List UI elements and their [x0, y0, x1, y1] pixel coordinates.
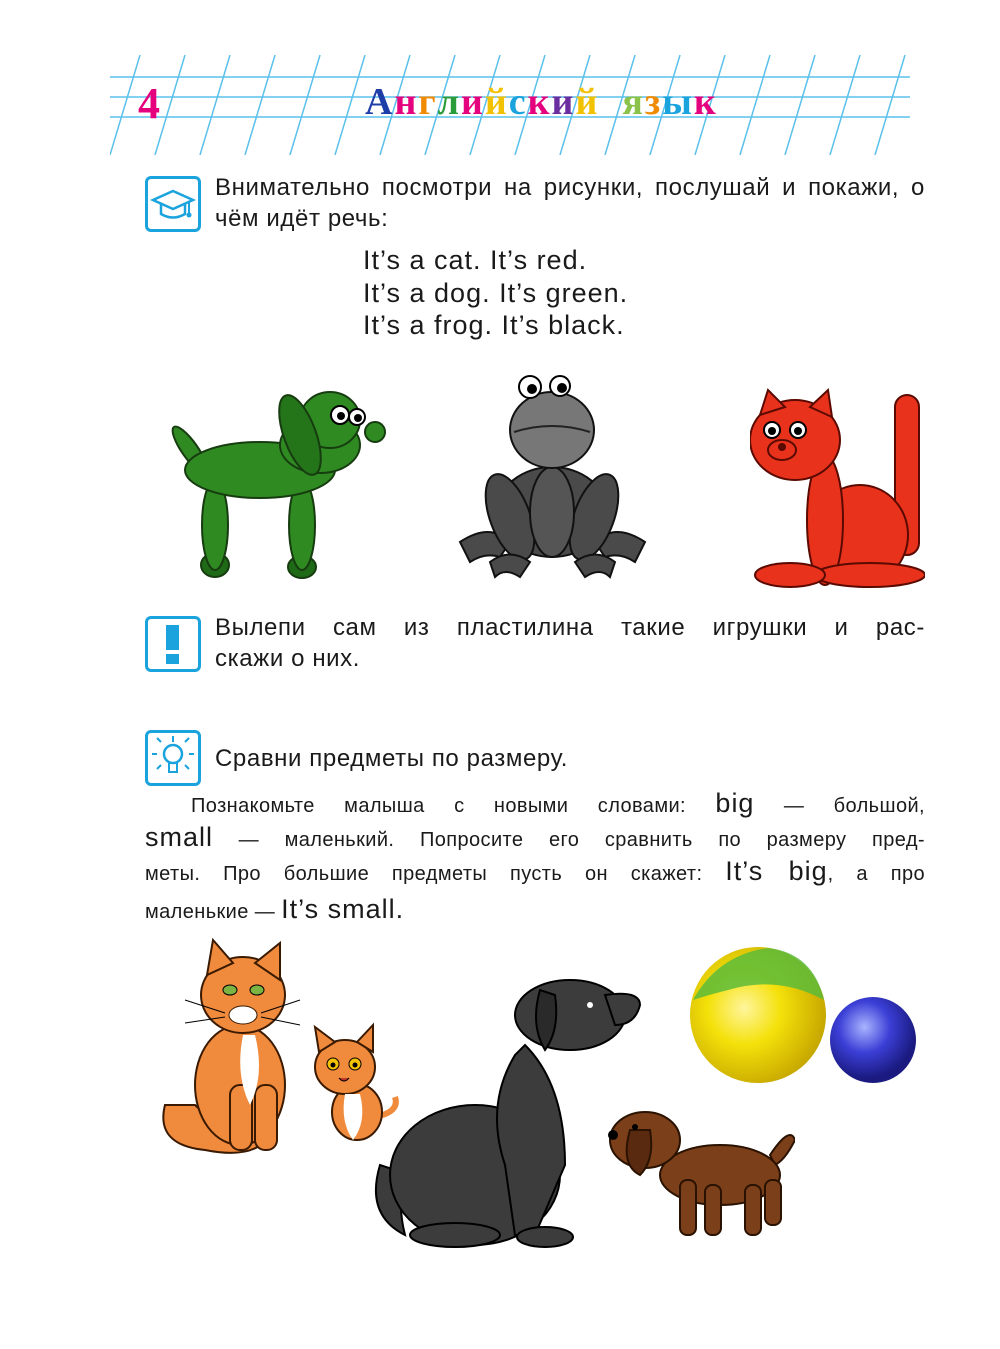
big-black-dog: [365, 965, 645, 1250]
green-plasticine-dog: [170, 375, 390, 585]
title-letter: й: [575, 81, 600, 123]
title-letter: л: [437, 81, 461, 123]
title-letter: я: [622, 81, 645, 123]
note-text: , а про: [827, 863, 926, 885]
phrase-its-small: It’s small.: [281, 894, 405, 924]
title-letter: к: [693, 81, 718, 123]
word-big: big: [715, 788, 755, 818]
page-title: [365, 80, 718, 124]
task3-instruction: Сравни предметы по размеру.: [215, 745, 569, 772]
note-text: маленькие —: [145, 901, 282, 923]
note-text: меты. Про большие предметы пусть он скажет:: [145, 863, 726, 885]
title-letter: ы: [662, 81, 694, 123]
task1-instruction: Внимательно посмотри на рисунки, послушай и покажи, о чём идёт речь:: [215, 174, 925, 232]
title-letter: з: [644, 81, 663, 123]
small-ball: [830, 997, 916, 1083]
title-letter: [611, 80, 623, 124]
big-orange-cat: [155, 935, 305, 1165]
title-letter: и: [551, 81, 576, 123]
title-letter: к: [527, 81, 552, 123]
title-letter: й: [484, 81, 509, 123]
red-plasticine-cat: [750, 385, 925, 590]
exclamation-icon: [145, 616, 201, 672]
small-brown-puppy: [605, 1105, 795, 1245]
graduation-cap-icon: [145, 176, 201, 232]
note-text: Познакомьте малыша с новыми словами:: [191, 795, 716, 817]
light-bulb-icon: [145, 730, 201, 786]
page-number: 4: [138, 79, 160, 128]
balls: [688, 945, 918, 1085]
task2-instruction-line2: скажи о них.: [215, 645, 361, 672]
note-text: — маленький. Попросите его сравнить по размеру пред-: [213, 829, 925, 851]
parent-note: [145, 788, 925, 928]
title-letter: г: [418, 81, 438, 123]
sentence-frog: It’s a frog. It’s black.: [363, 310, 625, 340]
note-text: — большой,: [754, 795, 925, 817]
title-letter: и: [460, 81, 485, 123]
title-letter: с: [508, 81, 528, 123]
word-small: small: [145, 822, 214, 852]
title-letter: [599, 80, 611, 124]
title-letter: н: [394, 81, 419, 123]
big-ball: [690, 947, 826, 1083]
sentence-dog: It’s a dog. It’s green.: [363, 278, 629, 308]
sentence-cat: It’s a cat. It’s red.: [363, 245, 588, 275]
phrase-its-big: It’s big: [725, 856, 828, 886]
black-plasticine-frog: [450, 372, 655, 582]
title-letter: А: [365, 81, 395, 123]
task2-instruction-line1: Вылепи сам из пластилина такие игрушки и рас-: [215, 614, 925, 641]
